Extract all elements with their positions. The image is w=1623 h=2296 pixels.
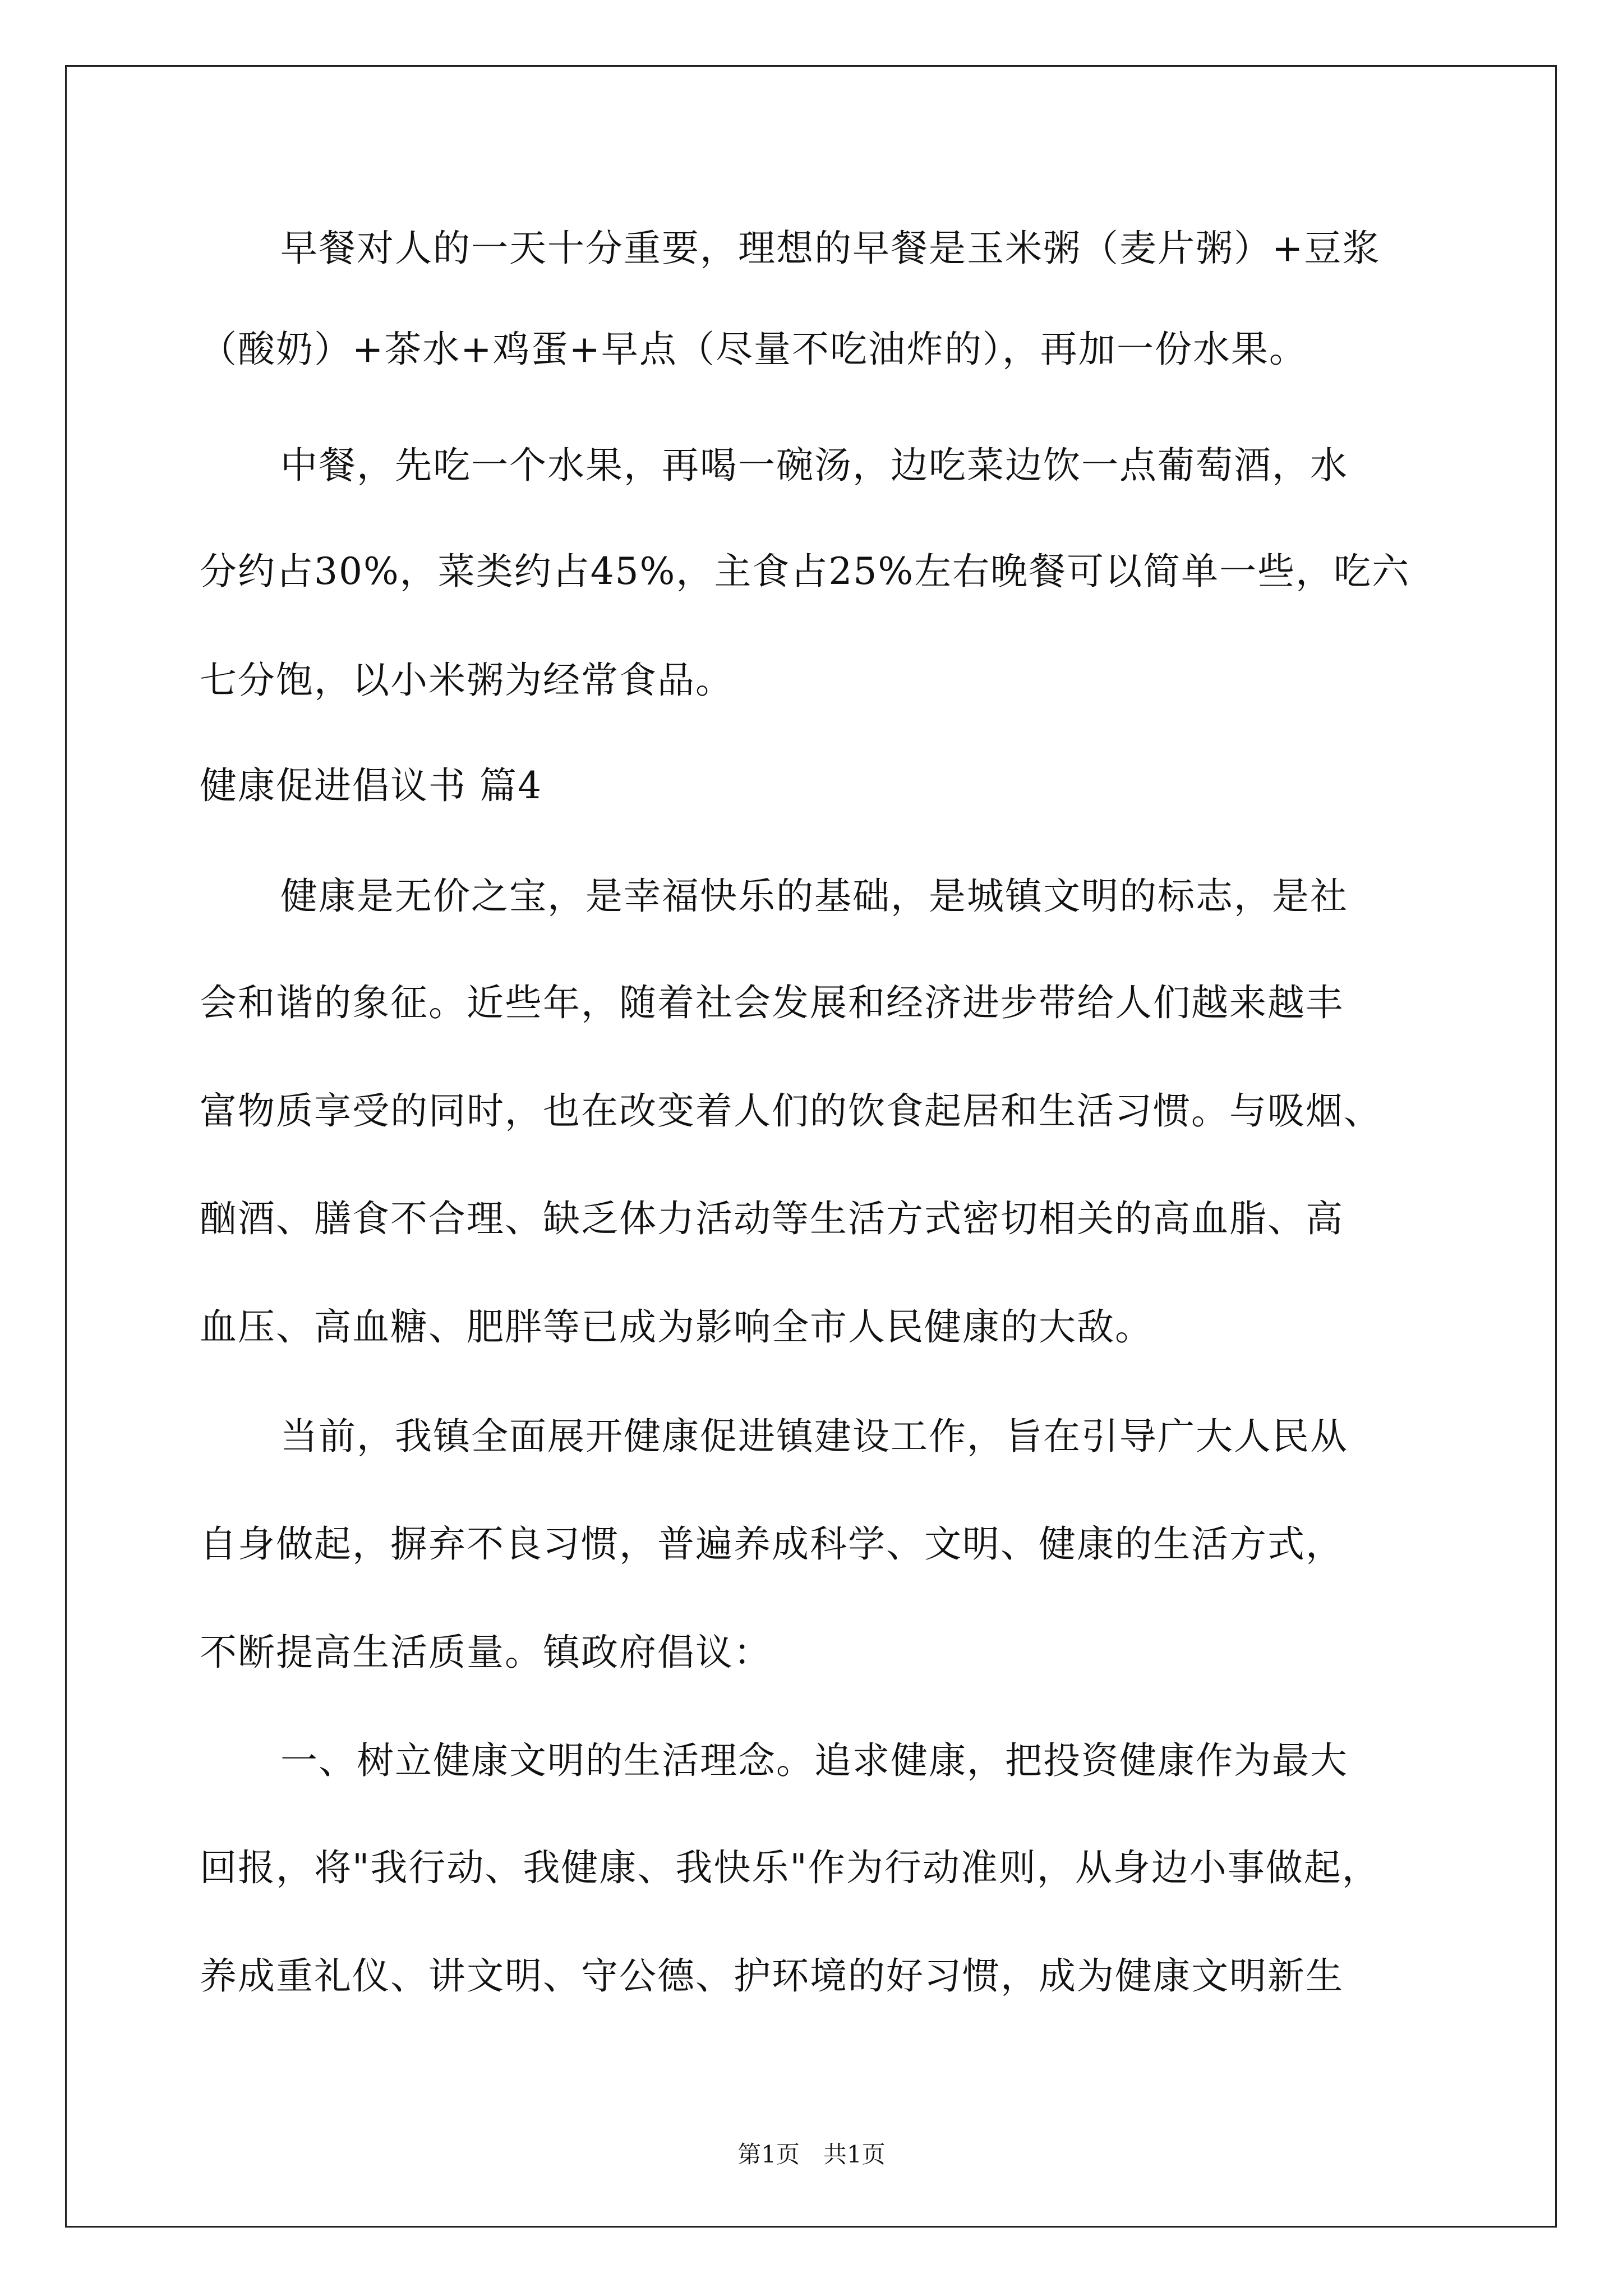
text-line: 回报，将"我行动、我健康、我快乐"作为行动准则，从身边小事做起， xyxy=(200,1846,1380,1889)
text-line: 富物质享受的同时，也在改变着人们的饮食起居和生活习惯。与吸烟、 xyxy=(200,1089,1382,1133)
text-line: 七分饱，以小米粥为经常食品。 xyxy=(200,659,734,702)
page-number: 第1页 共1页 xyxy=(737,2141,886,2168)
text-line: 血压、高血糖、肥胖等已成为影响全市人民健康的大敌。 xyxy=(200,1305,1153,1349)
text-line: 酗酒、膳食不合理、缺乏体力活动等生活方式密切相关的高血脂、高 xyxy=(200,1197,1344,1240)
text-line: （酸奶）+茶水+鸡蛋+早点（尽量不吃油炸的），再加一份水果。 xyxy=(200,328,1307,371)
text-line: 当前，我镇全面展开健康促进镇建设工作，旨在引导广大人民从 xyxy=(280,1415,1348,1458)
text-line: 健康是无价之宝，是幸福快乐的基础，是城镇文明的标志，是社 xyxy=(280,875,1348,918)
text-line: 分约占30%，菜类约占45%，主食占25%左右晚餐可以简单一些，吃六 xyxy=(200,550,1410,593)
page-border xyxy=(65,65,1557,2228)
text-line: 不断提高生活质量。镇政府倡议： xyxy=(200,1631,772,1674)
text-line: 早餐对人的一天十分重要，理想的早餐是玉米粥（麦片粥）+豆浆 xyxy=(280,227,1381,270)
section-heading: 健康促进倡议书 篇4 xyxy=(200,764,542,807)
text-line: 中餐，先吃一个水果，再喝一碗汤，边吃菜边饮一点葡萄酒，水 xyxy=(280,444,1348,487)
text-line: 一、树立健康文明的生活理念。追求健康，把投资健康作为最大 xyxy=(280,1739,1348,1782)
text-line: 会和谐的象征。近些年，随着社会发展和经济进步带给人们越来越丰 xyxy=(200,981,1344,1024)
text-line: 自身做起，摒弃不良习惯，普遍养成科学、文明、健康的生活方式， xyxy=(200,1522,1344,1566)
text-line: 养成重礼仪、讲文明、守公德、护环境的好习惯，成为健康文明新生 xyxy=(200,1954,1344,1998)
